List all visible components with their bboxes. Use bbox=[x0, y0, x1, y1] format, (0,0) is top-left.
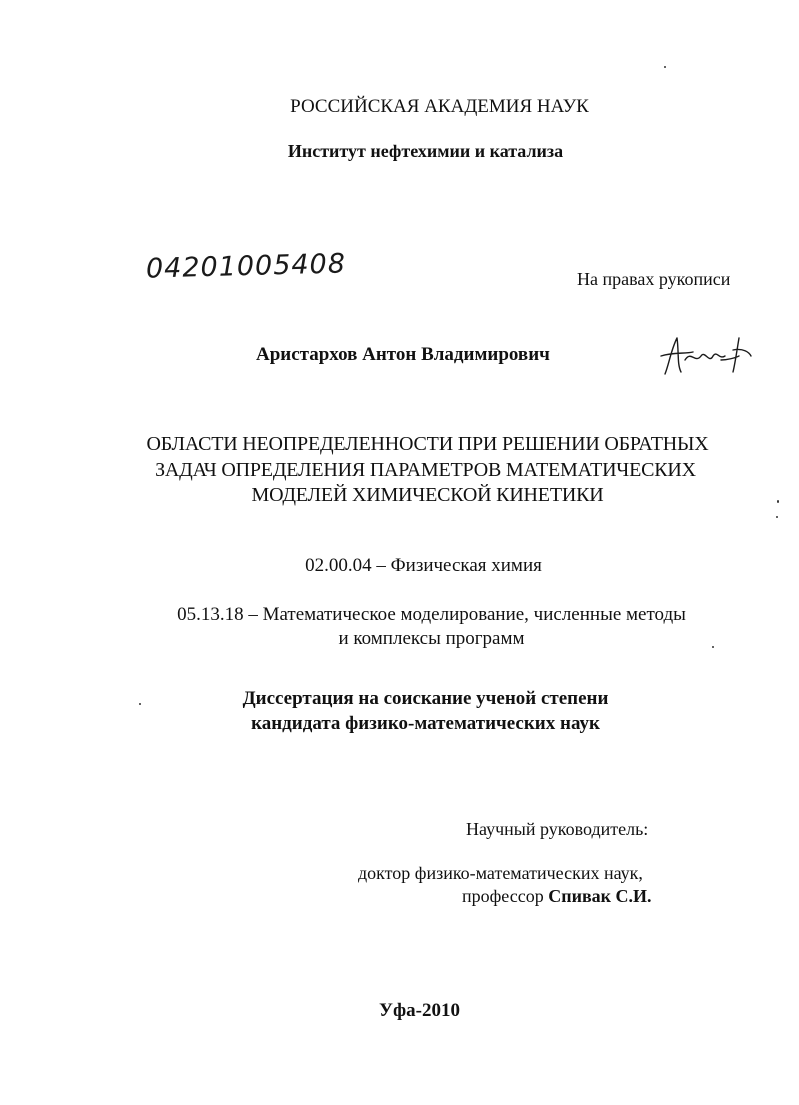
supervisor-name: Спивак С.И. bbox=[548, 886, 652, 906]
title-line-2: ЗАДАЧ ОПРЕДЕЛЕНИЯ ПАРАМЕТРОВ МАТЕМАТИЧЕСКИХ bbox=[155, 459, 696, 481]
scan-speck bbox=[712, 646, 714, 648]
scan-speck bbox=[664, 66, 666, 68]
dissertation-degree-line-1: Диссертация на соискание ученой степени bbox=[242, 688, 609, 709]
supervisor-position: профессор bbox=[462, 886, 544, 906]
scan-speck bbox=[777, 500, 779, 503]
supervisor-label: Научный руководитель: bbox=[466, 819, 649, 839]
manuscript-rights-note: На правах рукописи bbox=[577, 269, 731, 289]
institute-name: Институт нефтехимии и катализа bbox=[287, 141, 564, 161]
city-year: Уфа-2010 bbox=[379, 1000, 460, 1021]
specialty-math-modeling-line-2: и комплексы программ bbox=[338, 628, 525, 649]
handwritten-registration-number: 04201005408 bbox=[145, 248, 347, 285]
scan-speck bbox=[139, 703, 141, 705]
specialty-math-modeling-line-1: 05.13.18 – Математическое моделирование, численные методы bbox=[177, 604, 686, 625]
scan-speck bbox=[776, 516, 778, 518]
title-line-1: ОБЛАСТИ НЕОПРЕДЕЛЕННОСТИ ПРИ РЕШЕНИИ ОБРАТНЫХ bbox=[146, 433, 709, 455]
author-signature bbox=[655, 330, 755, 378]
specialty-physical-chemistry: 02.00.04 – Физическая химия bbox=[305, 555, 542, 576]
dissertation-degree-line-2: кандидата физико-математических наук bbox=[251, 713, 600, 734]
academy-name: РОССИЙСКАЯ АКАДЕМИЯ НАУК bbox=[290, 96, 589, 117]
supervisor-degree: доктор физико-математических наук, bbox=[358, 863, 643, 883]
supervisor-name-line bbox=[462, 885, 652, 907]
title-line-3: МОДЕЛЕЙ ХИМИЧЕСКОЙ КИНЕТИКИ bbox=[251, 484, 604, 506]
author-name: Аристархов Антон Владимирович bbox=[256, 344, 550, 365]
